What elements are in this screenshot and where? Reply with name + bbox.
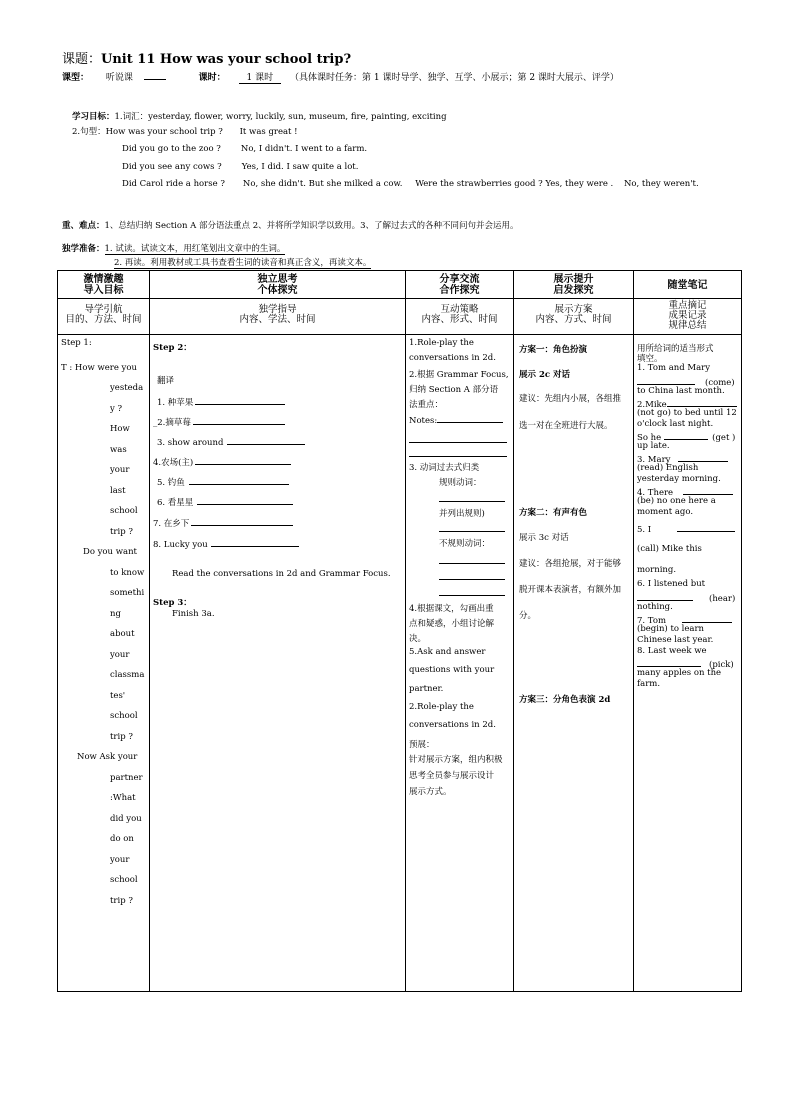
col1-text: trip ? <box>110 731 133 742</box>
col1-text: your <box>110 465 130 475</box>
notes-line: Notes: <box>409 413 503 426</box>
col1-text: Do you want <box>83 547 137 557</box>
col1-text: your <box>110 649 130 660</box>
col1-text: school <box>110 875 138 885</box>
subheader-col-1: 导学引航 目的、方法、时间 <box>58 299 150 335</box>
subheader-col-4: 展示方案 内容、方式、时间 <box>514 299 634 335</box>
col1-text: How <box>110 424 130 434</box>
subheader-col-5: 重点摘记 成果记录 规律总结 <box>634 299 742 335</box>
col1-text: trip ? <box>110 526 133 537</box>
goals-pattern-2: Did you go to the zoo ? No, I didn't. I went to a farm. <box>122 144 368 154</box>
subheader-col-3: 互动策略 内容、形式、时间 <box>406 299 514 335</box>
goals-pattern-3: Did you see any cows ? Yes, I did. I saw quite a lot. <box>122 162 359 172</box>
col1-text: trip ? <box>110 895 133 906</box>
col1-text: your <box>110 854 130 865</box>
col1-text: school <box>110 506 138 516</box>
goals-pattern-1: 2.句型：How was your school trip ? It was great ! <box>72 127 298 137</box>
col1-text: classma <box>110 670 145 680</box>
translate-item-8: 8. Lucky you <box>153 537 299 550</box>
col1-text: ng <box>110 608 121 619</box>
header-col-5: 随堂笔记 <box>634 271 742 299</box>
col1-text: Now Ask your <box>77 752 138 762</box>
goals-vocab: 学习目标：1.词汇：yesterday, flower, worry, luckily, sun, museum, fire, painting, exciting <box>72 112 447 122</box>
header-col-1: 激情激趣 导入目标 <box>58 271 150 299</box>
table-header-row <box>58 271 742 299</box>
key-points: 重、难点：1、总结归纳 Section A 部分语法重点 2、并将所学知识学以致用。3、了解过去式的各种不同问句并会运用。 <box>62 221 519 231</box>
col1-text: :What <box>110 793 136 803</box>
col1-text: y ? <box>110 403 123 414</box>
translate-item-4: 4.农场(主) <box>153 455 291 468</box>
translate-item-1: 1. 种苹果 <box>157 395 285 408</box>
goals-pattern-4: Did Carol ride a horse ? No, she didn't. But she milked a cow. Were the strawberries good ? Yes, they were . No, they weren't. <box>122 179 699 189</box>
col1-text: somethi <box>110 588 145 598</box>
col1-text: yesteda <box>110 383 144 393</box>
col1-text: about <box>110 629 135 639</box>
col1-text: tes' <box>110 690 126 701</box>
header-col-2: 独立思考 个体探究 <box>150 271 406 299</box>
subheader-col-2: 独学指导 内容、学法、时间 <box>150 299 406 335</box>
body-col-3: 1.Role-play the conversations in 2d. 2.根据 Grammar Focus, 归纳 Section A 部分语 法重点： Notes: 3. 动词过去式归类 规则动词： 并列出规则) 不规则动词： 4.根据课文，勾画出重 点和疑惑，小组讨论解 决。 5.Ask and answer questions with your partner. 2.Role-play the conversations in 2d. 预展： 针对展示方案，组内积极 思考全员参与展示设计 展示方式。 <box>406 335 514 992</box>
translate-item-3: 3. show around <box>157 435 305 448</box>
lesson-table <box>57 270 742 992</box>
translate-item-7: 7. 在乡下 <box>153 516 293 529</box>
header-col-4: 展示提升 启发探究 <box>514 271 634 299</box>
col1-text: last <box>110 485 126 496</box>
table-body-row <box>58 335 742 992</box>
col1-text: was <box>110 444 127 455</box>
col1-text: school <box>110 711 138 721</box>
translate-item-6: 6. 看星星 <box>157 495 293 508</box>
translate-item-2: _2.摘草莓 <box>153 415 285 428</box>
col1-text: to know <box>110 567 145 578</box>
header-col-3: 分享交流 合作探究 <box>406 271 514 299</box>
col1-text: do on <box>110 834 134 844</box>
body-col-1: Step 1: T : How were you yesteda y ? How was your last school trip ? Do you want to know somethi ng about your classma tes' school trip ? Now Ask your partner :What did you do on your school trip ? <box>58 335 150 992</box>
col1-text: did you <box>110 813 142 824</box>
table-subheader-row <box>58 299 742 335</box>
lesson-type-row: 课型： 听说课 课时： 1 课时 （具体课时任务：第 1 课时导学、独学、互学、小展示；第 2 课时大展示、评学） <box>62 70 619 84</box>
body-col-4: 方案一：角色扮演 展示 2c 对话 建议：先组内小展，各组推 选一对在全班进行大展。 方案二：有声有色 展示 3c 对话 建议：各组抢展，对于能够 脱开课本表演者，有额外加 分。 方案三：分角色表演 2d <box>514 335 634 992</box>
prep-line-2: 2. 再读。利用教材或工具书查看生词的读音和真正含义，再读文本。 <box>114 258 372 268</box>
body-col-5: 用所给词的适当形式 填空。 1. Tom and Mary (come) to China last month. 2.Mike (not go) to bed until 12 o'clock last night. So he (get ) up late. 3. Mary (read) English yesterday morning. 4. There (be) no one here a moment ago. 5. I (call) Mike this morning. 6. I listened but (hear) nothing. 7. Tom (begin) to learn Chinese last year. 8. Last week we (pick) many apples on the farm. <box>634 335 742 992</box>
prep-line-1: 独学准备：1. 试读。试读文本，用红笔划出文章中的生词。 <box>62 244 286 254</box>
body-col-2: Step 2： 翻译 1. 种苹果 _2.摘草莓 3. show around 4.农场(主) 5. 钓鱼 6. 看星星 7. 在乡下 8. Lucky you Read the conversations in 2d and Grammar Focus. Step 3： Finish 3a. <box>150 335 406 992</box>
lesson-title: 课题：Unit 11 How was your school trip? <box>62 52 352 67</box>
col1-text: partner <box>110 772 143 783</box>
translate-item-5: 5. 钓鱼 <box>157 475 289 488</box>
